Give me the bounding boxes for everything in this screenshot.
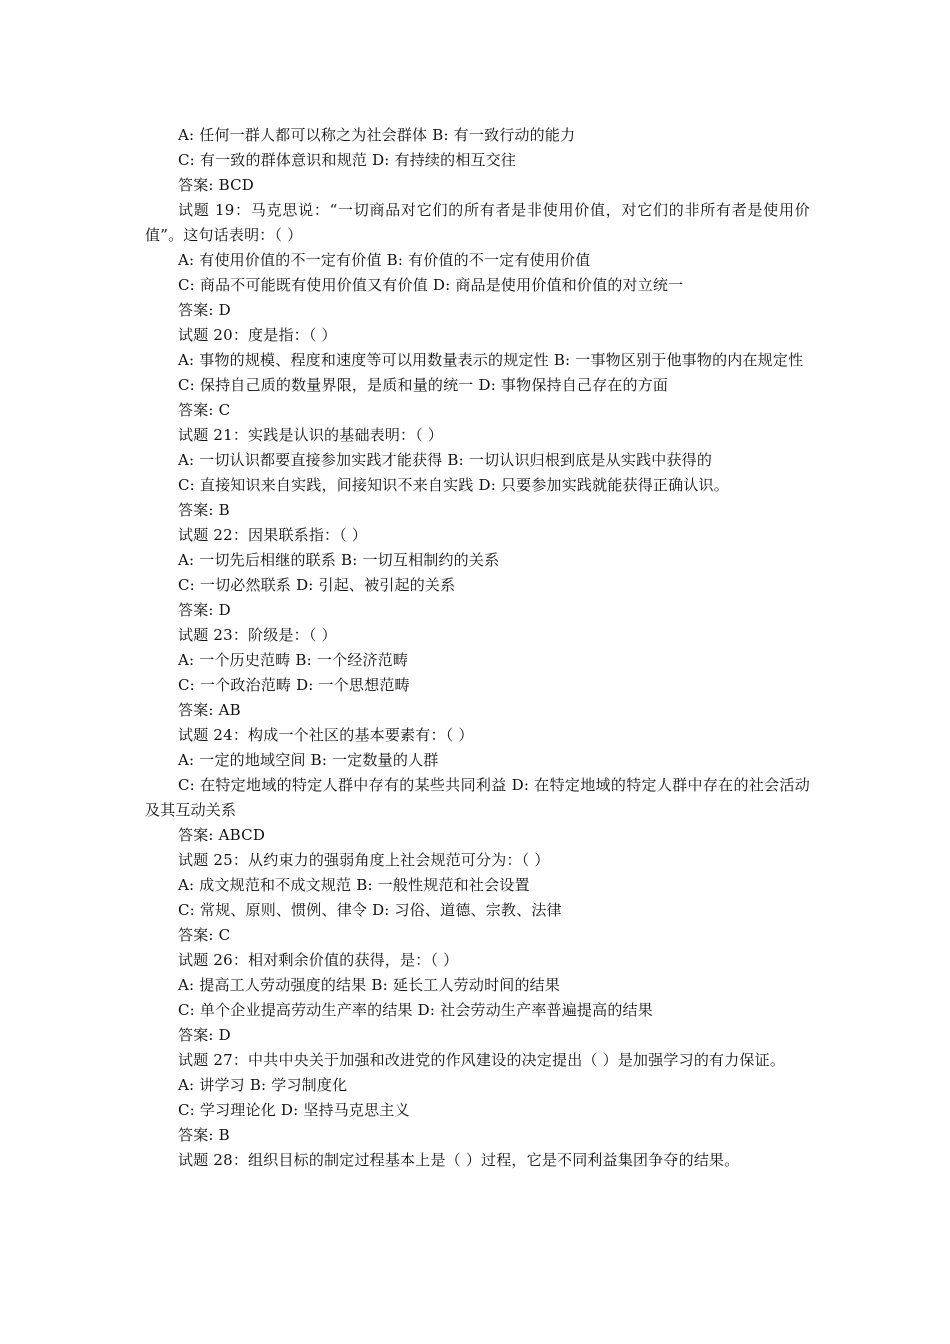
question-line: 试题 21：实践是认识的基础表明：（ ）: [178, 426, 444, 444]
text-line: C: 在特定地域的特定人群中存有的某些共同利益 D: 在特定地域的特定人群中存在的社会活动及其互动关系: [145, 776, 810, 819]
text-line: C: 单个企业提高劳动生产率的结果 D: 社会劳动生产率普遍提高的结果: [178, 1001, 653, 1019]
answer-line: 答案: B: [178, 501, 230, 519]
answer-line: 答案: D: [178, 1026, 231, 1044]
text-line: A: 讲学习 B: 学习制度化: [178, 1076, 348, 1094]
question-line: 试题 23：阶级是：（ ）: [178, 626, 337, 644]
text-line: C: 保持自己质的数量界限，是质和量的统一 D: 事物保持自己存在的方面: [178, 376, 669, 394]
answer-line: 答案: D: [178, 601, 231, 619]
text-line: A: 一切先后相继的联系 B: 一切互相制约的关系: [178, 551, 500, 569]
question-line: 试题 25：从约束力的强弱角度上社会规范可分为：（ ）: [178, 851, 550, 869]
document-body: [145, 123, 810, 1173]
answer-line: 答案: AB: [178, 701, 241, 719]
question-line: 试题 28：组织目标的制定过程基本上是（ ）过程，它是不同利益集团争夺的结果。: [178, 1151, 740, 1169]
question-line: 试题 26：相对剩余价值的获得，是：（ ）: [178, 951, 459, 969]
question-line: 试题 19：马克思说：“一切商品对它们的所有者是非使用价值，对它们的非所有者是使用价值”。这句话表明：（ ）: [145, 201, 810, 244]
text-line: A: 一定的地域空间 B: 一定数量的人群: [178, 751, 439, 769]
text-line: A: 有使用价值的不一定有价值 B: 有价值的不一定有使用价值: [178, 251, 591, 269]
text-line: A: 一个历史范畴 B: 一个经济范畴: [178, 651, 409, 669]
text-line: C: 商品不可能既有使用价值又有价值 D: 商品是使用价值和价值的对立统一: [178, 276, 684, 294]
answer-line: 答案: B: [178, 1126, 230, 1144]
text-line: C: 一个政治范畴 D: 一个思想范畴: [178, 676, 410, 694]
question-line: 试题 24：构成一个社区的基本要素有：（ ）: [178, 726, 474, 744]
text-line: C: 常规、原则、惯例、律令 D: 习俗、道德、宗教、法律: [178, 901, 562, 919]
text-line: A: 事物的规模、程度和速度等可以用数量表示的规定性 B: 一事物区别于他事物的内在规定性: [178, 351, 804, 369]
text-line: C: 一切必然联系 D: 引起、被引起的关系: [178, 576, 456, 594]
text-line: C: 学习理论化 D: 坚持马克思主义: [178, 1101, 410, 1119]
question-line: 试题 22：因果联系指：（ ）: [178, 526, 368, 544]
answer-line: 答案: C: [178, 926, 231, 944]
answer-line: 答案: D: [178, 301, 231, 319]
text-line: A: 任何一群人都可以称之为社会群体 B: 有一致行动的能力: [178, 126, 576, 144]
question-line: 试题 27：中共中央关于加强和改进党的作风建设的决定提出（ ）是加强学习的有力保证。: [178, 1051, 786, 1069]
text-line: A: 一切认识都要直接参加实践才能获得 B: 一切认识归根到底是从实践中获得的: [178, 451, 713, 469]
text-line: A: 提高工人劳动强度的结果 B: 延长工人劳动时间的结果: [178, 976, 561, 994]
text-line: C: 有一致的群体意识和规范 D: 有持续的相互交往: [178, 151, 517, 169]
answer-line: 答案: ABCD: [178, 826, 266, 844]
answer-line: 答案: BCD: [178, 176, 255, 194]
answer-line: 答案: C: [178, 401, 231, 419]
question-line: 试题 20：度是指：（ ）: [178, 326, 337, 344]
text-line: C: 直接知识来自实践，间接知识不来自实践 D: 只要参加实践就能获得正确认识。: [178, 476, 729, 494]
text-line: A: 成文规范和不成文规范 B: 一般性规范和社会设置: [178, 876, 530, 894]
